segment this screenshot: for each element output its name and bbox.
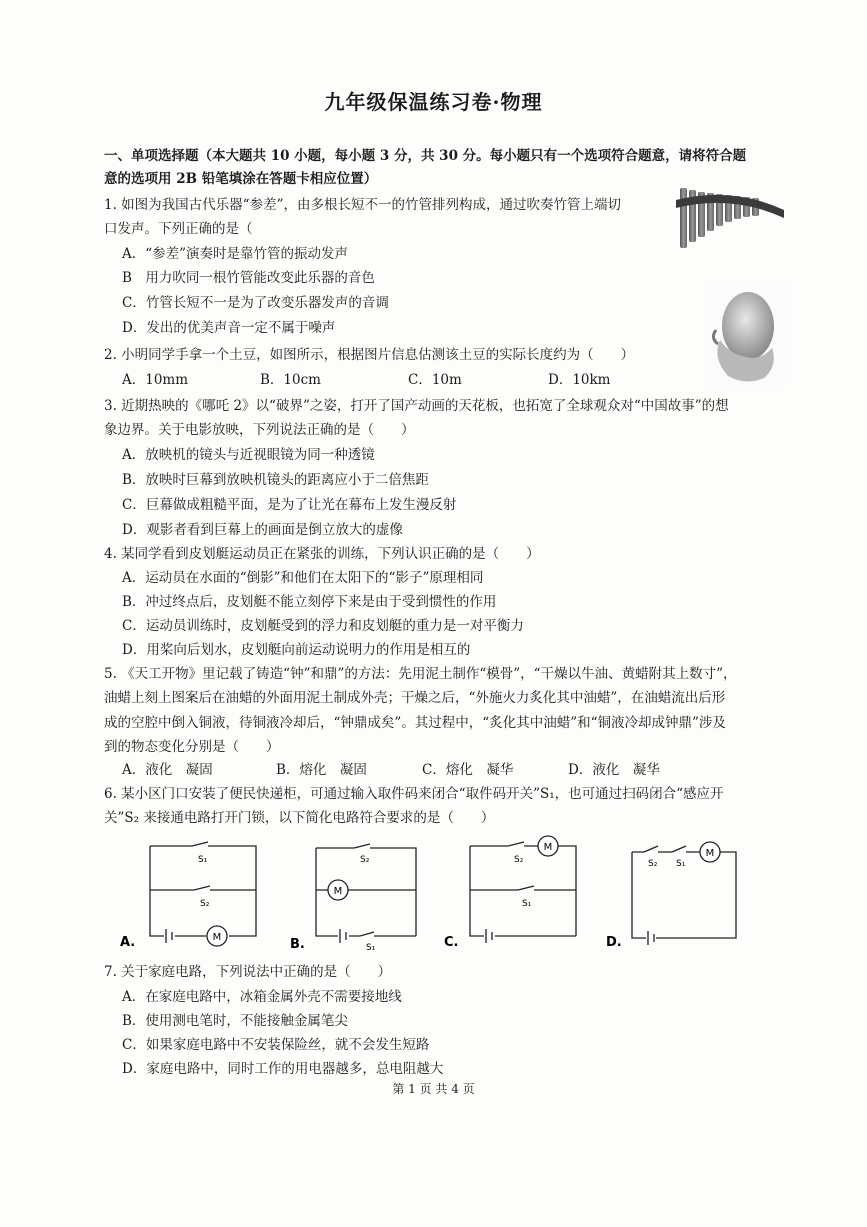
q5-option-d: D．液化 凝华: [568, 762, 660, 778]
page-footer: 第 1 页 共 4 页: [392, 1082, 475, 1096]
circuit-d-s2-label: S₂: [648, 859, 658, 869]
q4-stem: 4. 某同学看到皮划艇运动员正在紧张的训练，下列认识正确的是（ ）: [104, 546, 540, 562]
circuit-d-label: D.: [606, 935, 622, 950]
circuit-a-s2-label: S₂: [200, 899, 210, 909]
q7-option-c: C．如果家庭电路中不安装保险丝，就不会发生短路: [122, 1037, 430, 1053]
circuit-a-motor-label: M: [212, 932, 222, 943]
circuit-b: [288, 834, 428, 954]
circuit-c-motor-label: M: [543, 842, 553, 853]
q5-stem-line3: 成的空腔中倒入铜液，待铜液冷却后，“钟鼎成矣”。其过程中，“炙化其中油蜡”和“铜液冷却成钟鼎”涉及: [104, 715, 726, 731]
circuit-a-label: A.: [120, 935, 136, 950]
q1-stem-line2: 口发声。下列正确的是（: [104, 221, 253, 237]
q5-option-b: B．熔化 凝固: [276, 762, 367, 778]
q7-option-a: A．在家庭电路中，冰箱金属外壳不需要接地线: [122, 989, 402, 1005]
circuit-a-s1-label: S₁: [198, 855, 208, 865]
section-header-line1: 一、单项选择题（本大题共 10 小题，每小题 3 分，共 30 分。每小题只有一个选项符合题意，请将符合题: [104, 148, 747, 164]
circuit-b-s2-label: S₂: [360, 855, 370, 865]
q1-option-b: B 用力吹同一根竹管能改变此乐器的音色: [122, 270, 375, 286]
pan-flute-image: [672, 182, 788, 252]
q5-stem-line2: 油蜡上刻上图案后在油蜡的外面用泥土制成外壳；干燥之后，“外施火力炙化其中油蜡”，在油蜡流出后形: [104, 690, 726, 706]
q5-option-a: A．液化 凝固: [122, 762, 213, 778]
q4-option-b: B．冲过终点后，皮划艇不能立刻停下来是由于受到惯性的作用: [122, 594, 497, 610]
q3-stem-line1: 3. 近期热映的《哪吒 2》以“破界”之姿，打开了国产动画的天花板，也拓宽了全球观众对“中国故事”的想: [104, 398, 729, 414]
q3-stem-line2: 象边界。关于电影放映，下列说法正确的是（ ）: [104, 422, 415, 438]
circuit-d: [602, 834, 744, 954]
q4-option-a: A．运动员在水面的“倒影”和他们在太阳下的“影子”原理相同: [122, 570, 484, 586]
q6-stem-line1: 6. 某小区门口安装了便民快递柜，可通过输入取件码来闭合“取件码开关”S₁，也可通过扫码闭合“感应开: [104, 786, 724, 802]
q3-option-b: B．放映时巨幕到放映机镜头的距离应小于二倍焦距: [122, 472, 429, 488]
circuit-b-s1-label: S₁: [366, 943, 376, 953]
circuit-a: [116, 834, 266, 954]
q3-option-a: A．放映机的镜头与近视眼镜为同一种透镜: [122, 447, 375, 463]
circuit-d-motor-label: M: [705, 848, 715, 859]
q2-option-b: B．10cm: [260, 372, 321, 388]
q7-stem: 7. 关于家庭电路，下列说法中正确的是（ ）: [104, 964, 392, 980]
circuit-c-s1-label: S₁: [522, 899, 532, 909]
q2-option-c: C．10m: [408, 372, 462, 388]
q5-stem-line1: 5. 《天工开物》里记载了铸造“钟”和鼎”的方法：先用泥土制作“模骨”，“干燥以牛油、黄蜡附其上数寸”，: [104, 666, 737, 682]
q1-option-d: D．发出的优美声音一定不属于噪声: [122, 320, 336, 336]
circuit-b-label: B.: [290, 937, 305, 952]
section-header-line2: 意的选项用 2B 铅笔填涂在答题卡相应位置）: [104, 171, 378, 187]
q1-option-a: A．“参差”演奏时是靠竹管的振动发声: [122, 246, 349, 262]
q7-option-d: D．家庭电路中，同时工作的用电器越多，总电阻越大: [122, 1061, 444, 1077]
q2-option-d: D．10km: [548, 372, 611, 388]
q5-stem-line4: 到的物态变化分别是（ ）: [104, 739, 280, 755]
q7-option-b: B．使用测电笔时，不能接触金属笔尖: [122, 1013, 348, 1029]
q1-stem-line1: 1. 如图为我国古代乐器“参差”，由多根长短不一的竹管排列构成，通过吹奏竹管上端切: [104, 197, 621, 213]
circuit-c-s2-label: S₂: [514, 855, 524, 865]
q5-option-c: C．熔化 凝华: [422, 762, 514, 778]
q1-option-c: C．竹管长短不一是为了改变乐器发声的音调: [122, 295, 389, 311]
q3-option-c: C．巨幕做成粗糙平面，是为了让光在幕布上发生漫反射: [122, 497, 457, 513]
q3-option-d: D．观影者看到巨幕上的画面是倒立放大的虚像: [122, 522, 403, 538]
potato-hand-image: [706, 282, 786, 386]
circuit-c: [440, 832, 588, 954]
circuit-d-s1-label: S₁: [676, 859, 686, 869]
q4-option-d: D．用桨向后划水，皮划艇向前运动说明力的作用是相互的: [122, 642, 471, 658]
q2-stem: 2. 小明同学手拿一个土豆，如图所示，根据图片信息估测该土豆的实际长度约为（ ）: [104, 347, 635, 363]
q4-option-c: C．运动员训练时，皮划艇受到的浮力和皮划艇的重力是一对平衡力: [122, 618, 524, 634]
circuit-c-label: C.: [444, 935, 459, 950]
page-title: 九年级保温练习卷·物理: [324, 90, 543, 114]
q6-stem-line2: 关”S₂ 来接通电路打开门锁，以下简化电路符合要求的是（ ）: [104, 810, 495, 826]
q2-option-a: A．10mm: [122, 372, 189, 388]
circuit-b-motor-label: M: [333, 886, 343, 897]
